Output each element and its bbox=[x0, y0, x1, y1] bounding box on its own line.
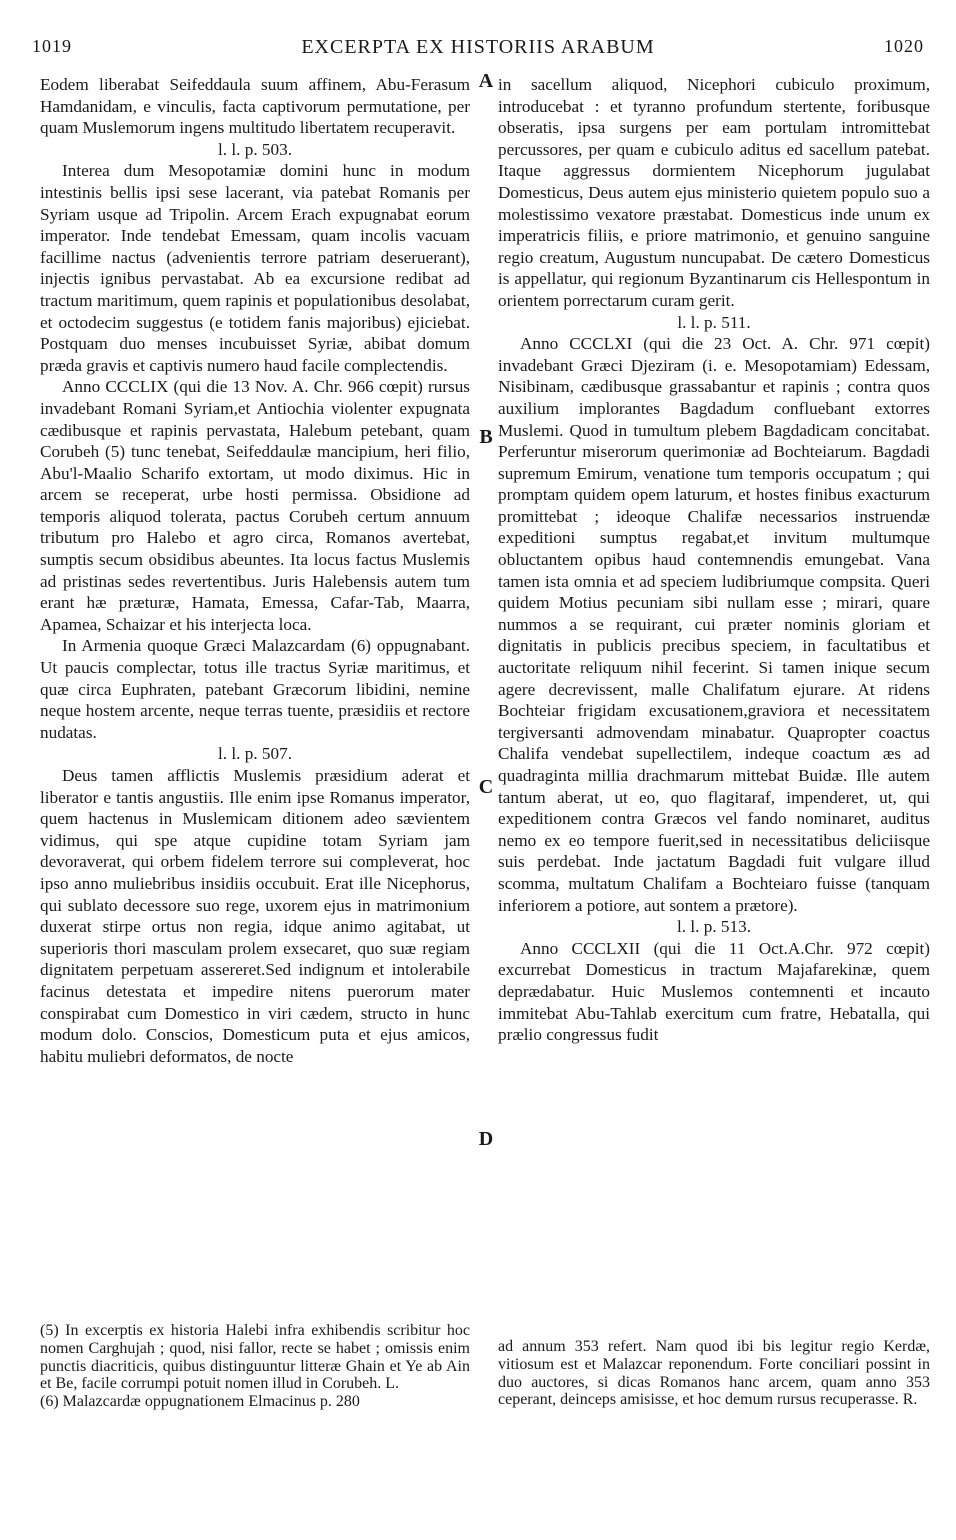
paragraph: Eodem liberabat Seifeddaula suum affinem, Abu-Ferasum Hamdanidam, e vinculis, facta captivorum permutatione, per quam Muslemorum ingens multitudo libertatem recuperavit. bbox=[40, 75, 470, 138]
footnote-5 bbox=[40, 1322, 470, 1393]
footnote-continuation: ad annum 353 refert. Nam quod ibi bis legitur regio Kerdæ, vitiosum est et Malazcar reponendum. Forte conciliari possint in duo auctores, si dicas Romanos hanc arcem, quam anno 353 ceperant, deinceps amisisse, et hoc demum rursus recuperasse. R. bbox=[498, 1338, 930, 1409]
source-reference: l. l. p. 503. bbox=[217, 139, 292, 159]
paragraph: Anno CCCLXI (qui die 23 Oct. A. Chr. 971 cœpit) invadebant Græci Djeziram (i. e. Mesopotamiam) Edessam, Nisibinam, cædibusque grassabantur et rapinis ; contra quos auxilium implorantes Bagdadum confluebant extorres Muslemi. Quod in tumultum plebem Bagdadicam concitabat. Perferuntur miserorum querimoniæ ad Bochteiarum. Bagdadi supremum Emirum, venatione tum temporis occupatum ; qui promptam quidem opem laturum, et hostes finibus exacturum promittebat ; ideoque Chalifæ necessarios instruendæ expeditioni sumptus regabat,et invitum multumque obluctantem opibus haud contemnendis emungebat. Vana tamen ista omnia et ad speciem ludibriumque compsita. Queri quidem Motius pecuniam sibi nullam esse ; mirari, quare nummos a se requirant, cui præter nominis gloriam et dignitatis in publicis precibus speciem, in facultatibus et auctoritate reliquum nihil fecerint. Si tamen inique secum agere decrevissent, malle Chalifatum ejurare. At ridens Bochteiar frigidam excusationem,graviora et necessitatem tergiversanti admovendam minabatur. Quapropter coactus Chalifa vendebat supellectilem, indeque coactum æs ad quadraginta millia drachmarum mittebat Buidæ. Ille autem tantum aberat, ut eo, quo flagitaraf, impenderet, ut, qui expeditionem contra Græcos vel fando nominaret, auditus nemo ex eo tempore fuerit,sed in necessitatibus deliciisque suis perdebat. Inde jactatum Bagdadi fuit vulgare illud scomma, multatum Chalifam a Bochteiaro fuisse (tanquam inferiorem a potiore, aut sontem a prætore). bbox=[498, 334, 930, 915]
paragraph: Anno CCCLIX (qui die 13 Nov. A. Chr. 966 cœpit) rursus invadebant Romani Syriam,et Antiochia violenter expugnata cædibusque et rapinis pervastata, Halebum petebant, quam Corubeh (5) tunc tenebat, Seifeddaulæ mancipium, heri filio, Abu'l-Maalio Scharifo extortam, ut modo diximus. Hic in arcem se receperat, urbe hosti permissa. Obsidione ad temporis aliquod tolerata, pactus Corubeh certum annuum tributum pro Halebo et agro circa, Romanos avertebat, sumptis secum obsidibus abeuntes. Ita locus factus Muslemis ad pristinas sedes revertentibus. Juris Halebensis autem tum erant hæ præturæ, Hamata, Emessa, Cafar-Tab, Maarra, Apamea, Schaizar et his interjecta loca. bbox=[40, 377, 470, 634]
left-column bbox=[40, 74, 470, 1067]
footnotes-right bbox=[498, 1338, 930, 1409]
right-column bbox=[498, 74, 930, 1046]
footnote-label: (5) bbox=[40, 1322, 59, 1339]
margin-marker-a: A bbox=[478, 70, 494, 92]
source-reference: l. l. p. 511. bbox=[677, 312, 751, 332]
footnote-text: Malazcardæ oppugnationem Elmacinus p. 280 bbox=[62, 1393, 360, 1411]
source-reference: l. l. p. 513. bbox=[676, 917, 751, 937]
footnote-6 bbox=[40, 1393, 470, 1411]
paragraph: In Armenia quoque Græci Malazcardam (6) oppugnabant. Ut paucis complectar, totus ille tractus Syriæ maritimus, et quæ circa Euphraten, patebant Græcorum libidini, nemine neque hostem arcente, neque terras tuente, præsidiis et rectore nudatas. bbox=[40, 636, 470, 742]
footnote-text: In excerptis ex historia Halebi infra exhibendis scribitur hoc nomen Carghujah ; quod, nisi fallor, recte se habet ; omissis enim punctis diacriticis, quibus distinguuntur litteræ Ghain et Ye ab Ain et Be, facile corrumpi potuit nomen illud in Corubeh. L. bbox=[40, 1322, 471, 1393]
margin-marker-b: B bbox=[479, 426, 493, 448]
right-page-number: 1020 bbox=[884, 36, 924, 56]
running-title: EXCERPTA EX HISTORIIS ARABUM bbox=[301, 36, 655, 58]
footnotes-left bbox=[40, 1322, 470, 1411]
paragraph: Deus tamen afflictis Muslemis præsidium aderat et liberator e tantis angustiis. Ille enim ipse Romanus imperator, quem hactenus in Muslemicam ditionem adeo sævientem vidimus, qui spe atque cupidine totam Syriam jam devoraverat, qui orbem fidelem terrore sui compleverat, hoc ipso anno muliebribus insidiis occubuit. Erat ille Nicephorus, qui sublato decessore suo rege, uxorem ejus in matrimonium duxerat stirpe ortus non regia, idque animo agitabat, ut superioris thori masculam prolem exsecaret, quo suæ regiam dignitatem perpetuam assereret.Sed indignum et intolerabile facinus detestata et impedire nitens puerorum mater conspirabat cum Domestico in viri cædem, structo in hunc modum dolo. Conscios, Domesticum puta et ejus amicos, habitu muliebri deformatos, de nocte bbox=[40, 766, 470, 1066]
paragraph: in sacellum aliquod, Nicephori cubiculo proximum, introducebat : et tyranno profundum stertente, foribusque obseratis, ipsa surgens per eam portulam intromittebat percussores, per quam e cubiculo aditus ed sacellum patebat. Itaque aggressus dormientem Nicephorum jugulabat Domesticus, Deus autem ejus ministerio quietem populo suo a molestissimo vexatore præstabat. Domesticus inde unum ex imperatricis filiis, e priore matrimonio, et genuino sanguine regio creatum, Augustum nuncupabat. De cætero Domesticus is appellatur, qui regionum Byzantinarum cis Hellespontum in orientem porrectarum curam gerit. bbox=[498, 75, 930, 310]
margin-marker-d: D bbox=[478, 1128, 494, 1150]
footnote-label: (6) bbox=[40, 1393, 59, 1411]
paragraph: Interea dum Mesopotamiæ domini hunc in modum intestinis bellis ipsi sese lacerant, via patebat Romanis per Syriam usque ad Tripolin. Arcem Erach expugnabat eorum imperator. Inde tendebat Emessam, quam incolis vacuam facillime nactus (advenientis terrore patriam deseruerant), injectis ignibus pervastabat. Ab ea excursione redibat ad tractum maritimum, quem rapinis et populationibus desolabat, et octodecim suggestus (e totidem fanis majoribus) ejiciebat. Postquam duo menses incubuisset Syriæ, abibat domum præda gravis et captivis numero haud facile complectendis. bbox=[40, 161, 470, 375]
left-page-number: 1019 bbox=[32, 36, 72, 56]
margin-marker-c: C bbox=[478, 776, 494, 798]
paragraph: Anno CCCLXII (qui die 11 Oct.A.Chr. 972 cœpit) excurrebat Domesticus in tractum Majafarekinæ, quem deprædabatur. Huic Muslemos contemnenti et incauto immitebat Abu-Tahlab exercitum cum fratre, Hebatalla, qui prælio congressus fudit bbox=[498, 938, 930, 1045]
source-reference: l. l. p. 507. bbox=[217, 744, 292, 764]
